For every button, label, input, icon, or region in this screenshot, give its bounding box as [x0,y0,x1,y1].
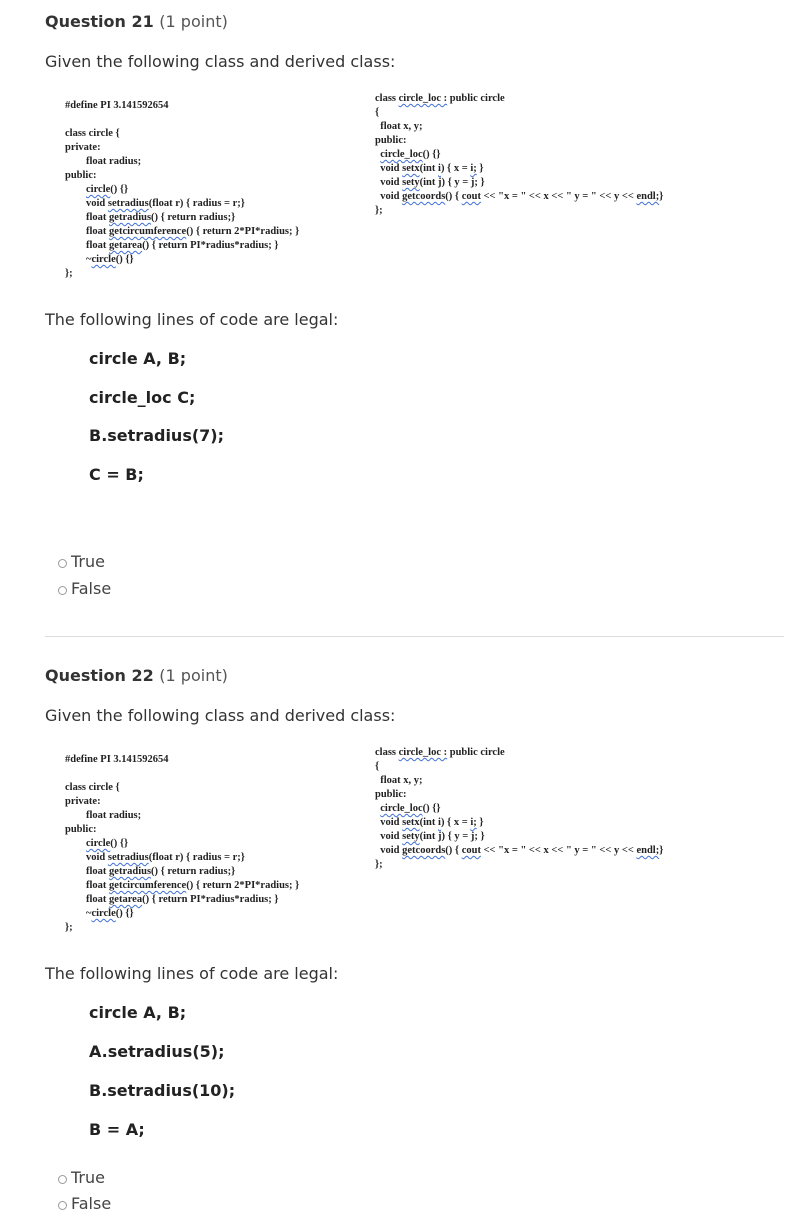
question-prompt: Given the following class and derived class: [45,52,396,71]
option-false[interactable] [58,1194,111,1213]
question-points: (1 point) [159,666,228,685]
radio-button[interactable] [58,559,67,568]
question-divider [45,636,784,637]
radio-button[interactable] [58,586,67,595]
radio-button[interactable] [58,1175,67,1184]
code-block-derived-class: class circle_loc : public circle { float x, y; public: circle_loc() {} void setx(int i) { x = i; } void sety(int j) { y = j; } void getcoords() { cout << "x = " << x << " y = " << y << endl;} }; [375,747,664,870]
code-block-base-class: #define PI 3.141592654 class circle { private: float radius; public: circle() {} void setradius(float r) { radius = r;} float getradius() { return radius;} float getcircumference() { return 2*PI*radius; } float getarea() { return PI*radius*radius; } ~circle() {} }; [65,754,300,933]
legal-statement-label: The following lines of code are legal: [45,310,339,329]
code-statement: circle A, B; [89,1003,187,1022]
option-label: False [71,1194,112,1213]
code-statement: B.setradius(7); [89,426,224,445]
code-statement: C = B; [89,465,144,484]
option-true[interactable] [58,552,105,571]
question-title [45,12,228,31]
code-statement: circle_loc C; [89,388,196,407]
code-block-base-class: #define PI 3.141592654 class circle { private: float radius; public: circle() {} void setradius(float r) { radius = r;} float getradius() { return radius;} float getcircumference() { return 2*PI*radius; } float getarea() { return PI*radius*radius; } ~circle() {} }; [65,100,300,279]
option-label: False [71,579,112,598]
question-title [45,666,228,685]
question-number: Question 22 [45,666,154,685]
question-prompt: Given the following class and derived class: [45,706,396,725]
option-true[interactable] [58,1168,105,1187]
question-number: Question 21 [45,12,154,31]
option-label: True [71,1168,105,1187]
legal-statement-label: The following lines of code are legal: [45,964,339,983]
code-statement: B.setradius(10); [89,1081,236,1100]
question-points: (1 point) [159,12,228,31]
option-label: True [71,552,105,571]
code-statement: B = A; [89,1120,145,1139]
code-block-derived-class: class circle_loc : public circle { float x, y; public: circle_loc() {} void setx(int i) { x = i; } void sety(int j) { y = j; } void getcoords() { cout << "x = " << x << " y = " << y << endl;} }; [375,93,664,216]
option-false[interactable] [58,579,111,598]
code-statement: circle A, B; [89,349,187,368]
code-statement: A.setradius(5); [89,1042,225,1061]
radio-button[interactable] [58,1201,67,1210]
